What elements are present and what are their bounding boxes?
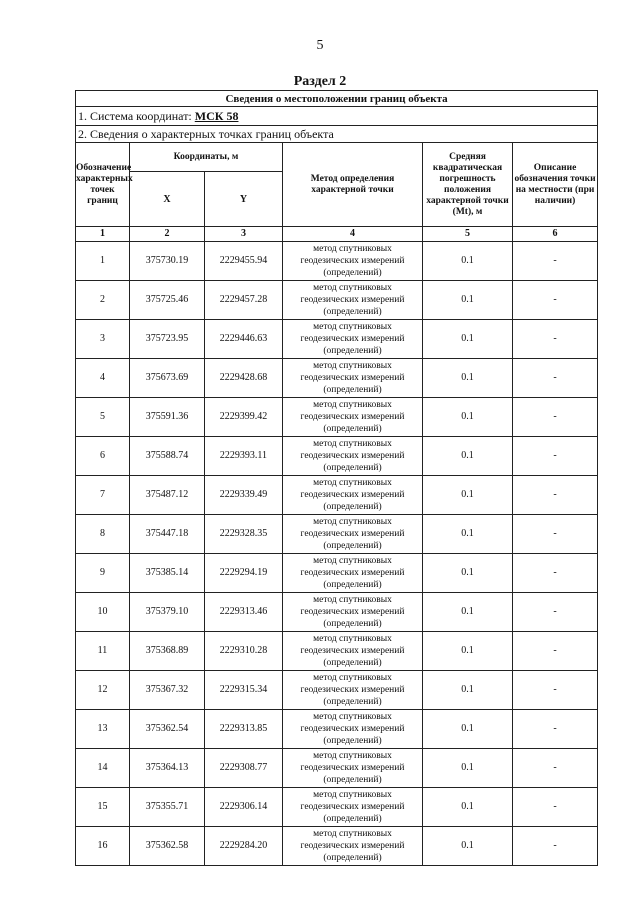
- method-cell: метод спутниковых геодезических измерений (определений): [283, 398, 423, 437]
- description-cell: -: [513, 515, 598, 554]
- table-row: [76, 320, 598, 359]
- error-cell: 0.1: [423, 515, 513, 554]
- error-cell: 0.1: [423, 593, 513, 632]
- coordinate-system-value: МСК 58: [194, 109, 239, 123]
- error-cell: 0.1: [423, 827, 513, 866]
- table-row: [76, 827, 598, 866]
- header-error: Средняя квадратическая погрешность положения характерной точки (Mt), м: [423, 143, 513, 227]
- point-number-cell: 9: [76, 554, 130, 593]
- description-cell: -: [513, 554, 598, 593]
- header-coordinates: Координаты, м: [130, 143, 283, 172]
- description-cell: -: [513, 788, 598, 827]
- error-cell: 0.1: [423, 554, 513, 593]
- method-cell: метод спутниковых геодезических измерений (определений): [283, 593, 423, 632]
- x-coordinate-cell: 375591.36: [130, 398, 205, 437]
- y-coordinate-cell: 2229339.49: [205, 476, 283, 515]
- point-number-cell: 5: [76, 398, 130, 437]
- table-row: [76, 398, 598, 437]
- points-heading: 2. Сведения о характерных точках границ объекта: [76, 126, 598, 143]
- x-coordinate-cell: 375730.19: [130, 242, 205, 281]
- page-number: 5: [316, 38, 324, 53]
- table-row: [76, 632, 598, 671]
- section-title: Раздел 2: [293, 74, 347, 89]
- description-cell: -: [513, 827, 598, 866]
- description-cell: -: [513, 671, 598, 710]
- x-coordinate-cell: 375487.12: [130, 476, 205, 515]
- method-cell: метод спутниковых геодезических измерений (определений): [283, 788, 423, 827]
- table-row: [76, 788, 598, 827]
- method-cell: метод спутниковых геодезических измерений (определений): [283, 827, 423, 866]
- description-cell: -: [513, 320, 598, 359]
- y-coordinate-cell: 2229284.20: [205, 827, 283, 866]
- description-cell: -: [513, 476, 598, 515]
- table-row: [76, 749, 598, 788]
- point-number-cell: 4: [76, 359, 130, 398]
- column-number-row: [76, 227, 598, 242]
- header-x: X: [130, 172, 205, 227]
- column-number: 5: [423, 227, 513, 242]
- method-cell: метод спутниковых геодезических измерений (определений): [283, 515, 423, 554]
- x-coordinate-cell: 375368.89: [130, 632, 205, 671]
- point-number-cell: 15: [76, 788, 130, 827]
- point-number-cell: 14: [76, 749, 130, 788]
- x-coordinate-cell: 375362.58: [130, 827, 205, 866]
- method-cell: метод спутниковых геодезических измерений (определений): [283, 476, 423, 515]
- y-coordinate-cell: 2229399.42: [205, 398, 283, 437]
- column-number: 1: [76, 227, 130, 242]
- x-coordinate-cell: 375447.18: [130, 515, 205, 554]
- table-row: [76, 437, 598, 476]
- method-cell: метод спутниковых геодезических измерений (определений): [283, 359, 423, 398]
- point-number-cell: 7: [76, 476, 130, 515]
- error-cell: 0.1: [423, 476, 513, 515]
- x-coordinate-cell: 375588.74: [130, 437, 205, 476]
- column-number: 3: [205, 227, 283, 242]
- column-number: 2: [130, 227, 205, 242]
- header-designation: Обозначение характерных точек границ: [76, 143, 130, 227]
- x-coordinate-cell: 375364.13: [130, 749, 205, 788]
- method-cell: метод спутниковых геодезических измерений (определений): [283, 749, 423, 788]
- y-coordinate-cell: 2229315.34: [205, 671, 283, 710]
- error-cell: 0.1: [423, 242, 513, 281]
- description-cell: -: [513, 593, 598, 632]
- y-coordinate-cell: 2229294.19: [205, 554, 283, 593]
- boundary-points-table: [75, 90, 598, 866]
- x-coordinate-cell: 375379.10: [130, 593, 205, 632]
- x-coordinate-cell: 375725.46: [130, 281, 205, 320]
- point-number-cell: 2: [76, 281, 130, 320]
- method-cell: метод спутниковых геодезических измерений (определений): [283, 554, 423, 593]
- method-cell: метод спутниковых геодезических измерений (определений): [283, 242, 423, 281]
- point-number-cell: 1: [76, 242, 130, 281]
- point-number-cell: 8: [76, 515, 130, 554]
- error-cell: 0.1: [423, 632, 513, 671]
- x-coordinate-cell: 375723.95: [130, 320, 205, 359]
- x-coordinate-cell: 375367.32: [130, 671, 205, 710]
- column-number: 6: [513, 227, 598, 242]
- coordinate-system-row: [76, 107, 598, 126]
- y-coordinate-cell: 2229308.77: [205, 749, 283, 788]
- x-coordinate-cell: 375362.54: [130, 710, 205, 749]
- error-cell: 0.1: [423, 359, 513, 398]
- point-number-cell: 6: [76, 437, 130, 476]
- y-coordinate-cell: 2229306.14: [205, 788, 283, 827]
- method-cell: метод спутниковых геодезических измерений (определений): [283, 671, 423, 710]
- y-coordinate-cell: 2229457.28: [205, 281, 283, 320]
- table-row: [76, 476, 598, 515]
- description-cell: -: [513, 242, 598, 281]
- method-cell: метод спутниковых геодезических измерений (определений): [283, 437, 423, 476]
- error-cell: 0.1: [423, 749, 513, 788]
- point-number-cell: 3: [76, 320, 130, 359]
- table-row: [76, 359, 598, 398]
- y-coordinate-cell: 2229313.85: [205, 710, 283, 749]
- y-coordinate-cell: 2229446.63: [205, 320, 283, 359]
- x-coordinate-cell: 375355.71: [130, 788, 205, 827]
- error-cell: 0.1: [423, 437, 513, 476]
- error-cell: 0.1: [423, 788, 513, 827]
- header-y: Y: [205, 172, 283, 227]
- description-cell: -: [513, 281, 598, 320]
- description-cell: -: [513, 437, 598, 476]
- table-row: [76, 671, 598, 710]
- method-cell: метод спутниковых геодезических измерений (определений): [283, 320, 423, 359]
- description-cell: -: [513, 359, 598, 398]
- table-row: [76, 593, 598, 632]
- table-row: [76, 710, 598, 749]
- y-coordinate-cell: 2229313.46: [205, 593, 283, 632]
- description-cell: -: [513, 398, 598, 437]
- y-coordinate-cell: 2229393.11: [205, 437, 283, 476]
- error-cell: 0.1: [423, 710, 513, 749]
- description-cell: -: [513, 632, 598, 671]
- header-description: Описание обозначения точки на местности (при наличии): [513, 143, 598, 227]
- y-coordinate-cell: 2229455.94: [205, 242, 283, 281]
- y-coordinate-cell: 2229328.35: [205, 515, 283, 554]
- error-cell: 0.1: [423, 281, 513, 320]
- x-coordinate-cell: 375385.14: [130, 554, 205, 593]
- table-row: [76, 242, 598, 281]
- x-coordinate-cell: 375673.69: [130, 359, 205, 398]
- point-number-cell: 16: [76, 827, 130, 866]
- table-row: [76, 281, 598, 320]
- y-coordinate-cell: 2229310.28: [205, 632, 283, 671]
- description-cell: -: [513, 749, 598, 788]
- error-cell: 0.1: [423, 398, 513, 437]
- error-cell: 0.1: [423, 320, 513, 359]
- error-cell: 0.1: [423, 671, 513, 710]
- coordinate-system-label: 1. Система координат:: [78, 109, 192, 123]
- point-number-cell: 12: [76, 671, 130, 710]
- table-title: Сведения о местоположении границ объекта: [76, 91, 598, 107]
- method-cell: метод спутниковых геодезических измерений (определений): [283, 281, 423, 320]
- header-method: Метод определения характерной точки: [283, 143, 423, 227]
- method-cell: метод спутниковых геодезических измерений (определений): [283, 710, 423, 749]
- point-number-cell: 11: [76, 632, 130, 671]
- description-cell: -: [513, 710, 598, 749]
- column-number: 4: [283, 227, 423, 242]
- table-row: [76, 515, 598, 554]
- y-coordinate-cell: 2229428.68: [205, 359, 283, 398]
- table-row: [76, 554, 598, 593]
- point-number-cell: 13: [76, 710, 130, 749]
- point-number-cell: 10: [76, 593, 130, 632]
- method-cell: метод спутниковых геодезических измерений (определений): [283, 632, 423, 671]
